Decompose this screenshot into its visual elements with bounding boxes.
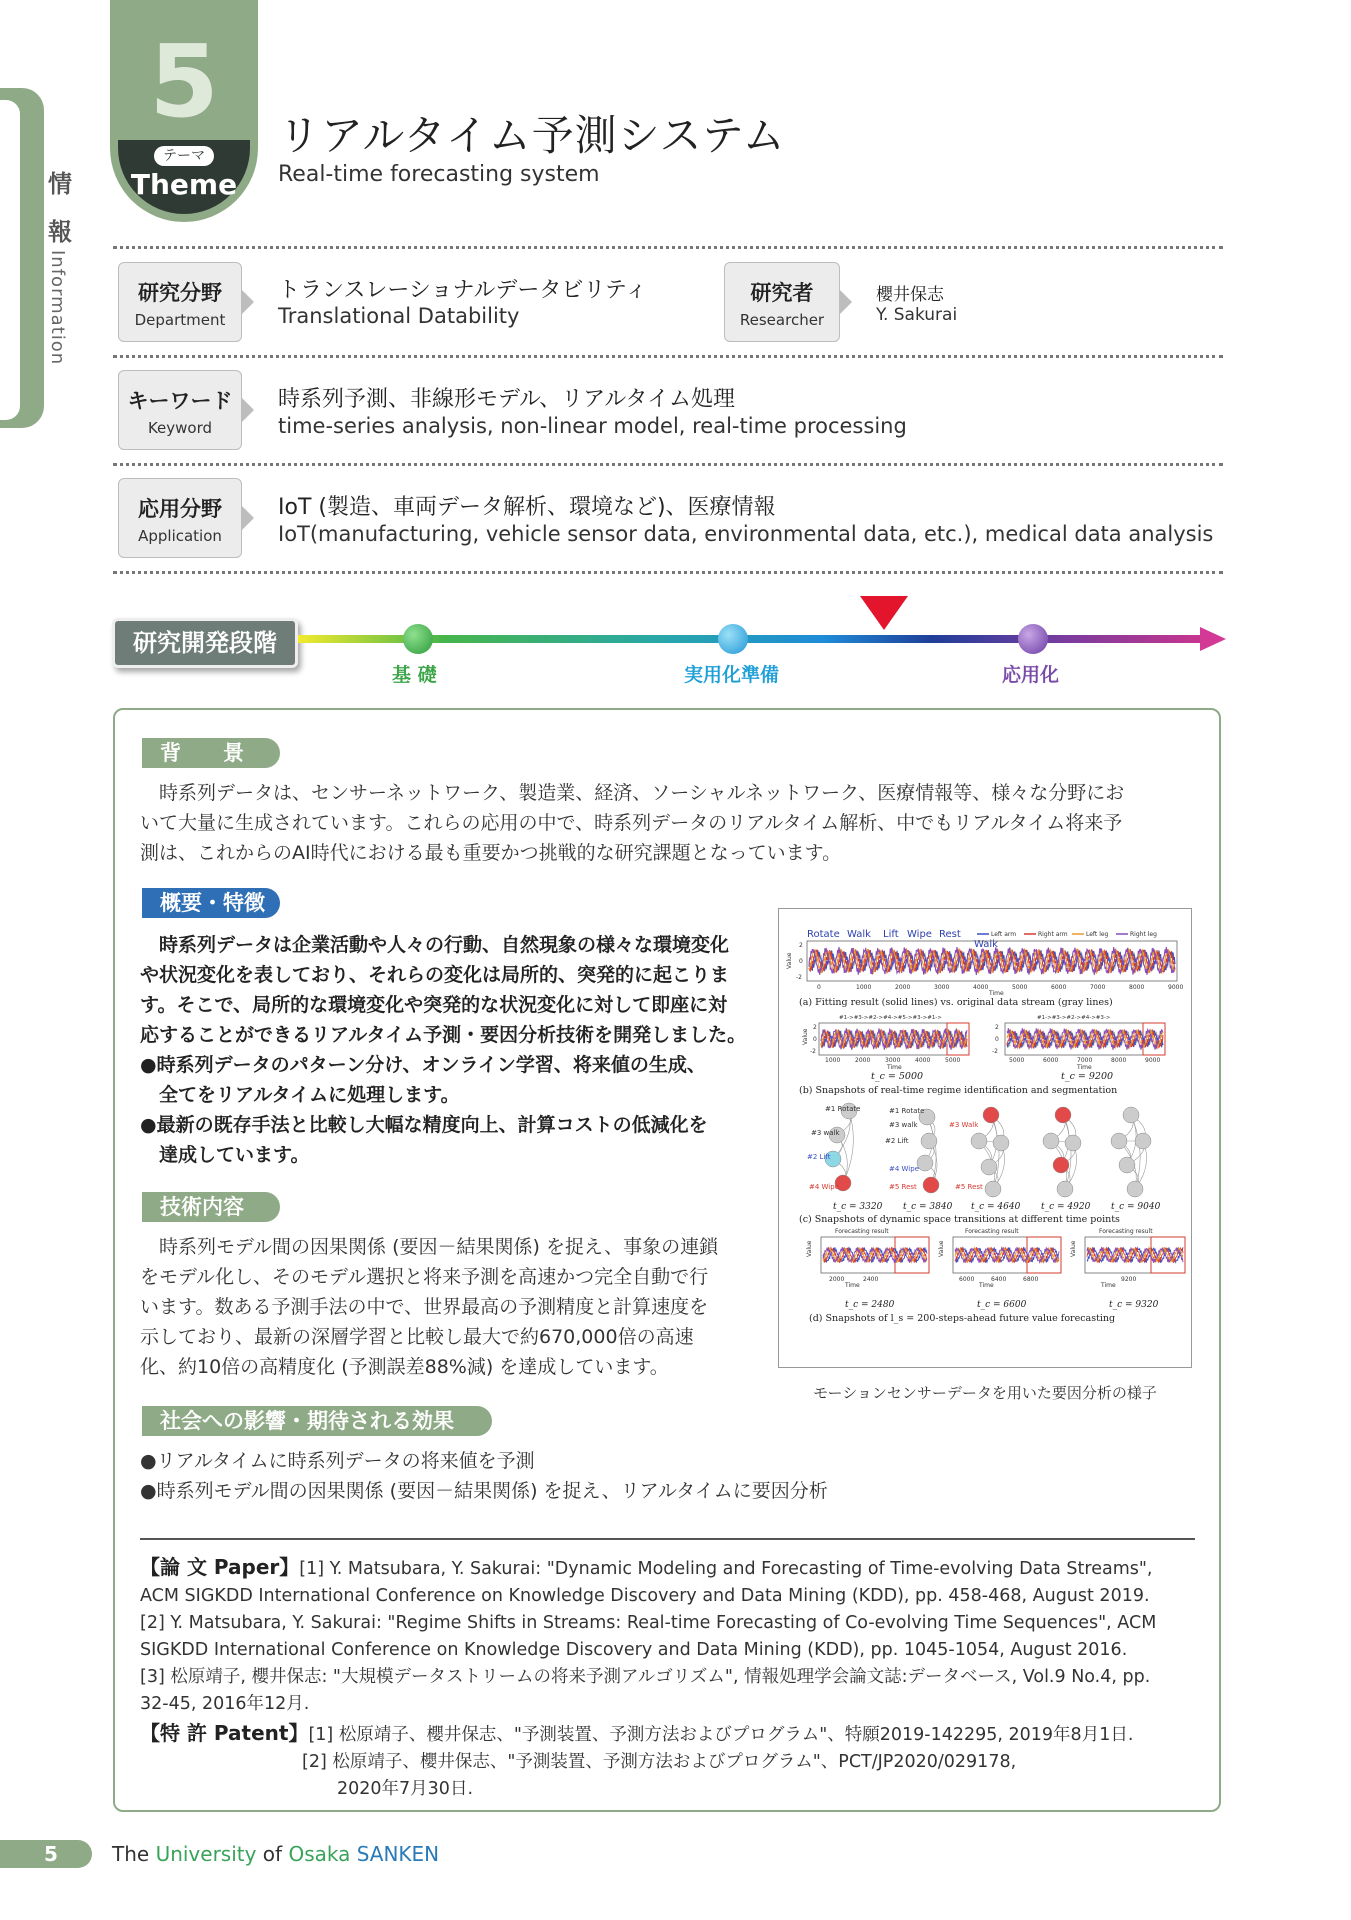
y-axis-label: Value	[802, 1028, 809, 1045]
department-label-jp: 研究分野	[138, 281, 222, 305]
theme-number: 5	[149, 23, 219, 140]
theme-badge	[110, 0, 258, 222]
regime-node	[1123, 1107, 1139, 1123]
label-arrow	[242, 506, 254, 530]
stage-arrowhead	[1200, 627, 1226, 651]
x-axis-label: Time	[989, 990, 1004, 997]
node-label: #3 walk	[811, 1129, 840, 1137]
x-tick: 8000	[1129, 984, 1145, 991]
overview-line: 応することができるリアルタイム予測・要因分析技術を開発しました。	[140, 1024, 747, 1046]
x-tick: 2000	[895, 984, 911, 991]
panel-d-time: t_c = 2480	[845, 1300, 895, 1310]
keyword-label-en: Keyword	[147, 419, 213, 437]
panel-c-time: t_c = 4640	[971, 1202, 1021, 1212]
x-tick: 2000	[855, 1057, 871, 1064]
researcher-label-en: Researcher	[739, 311, 825, 329]
footer-word: SANKEN	[350, 1842, 440, 1866]
stage-text-applied: 応用化	[1002, 664, 1060, 686]
overview-line: 時系列データは企業活動や人々の行動、自然現象の様々な環境変化	[140, 934, 730, 956]
legend-item: Left leg	[1086, 931, 1109, 938]
y-tick: 0	[799, 958, 803, 965]
x-tick: 4000	[915, 1057, 931, 1064]
figure-panel	[778, 908, 1192, 1368]
theme-label-en: Theme	[130, 168, 238, 201]
x-tick: 9000	[1145, 1057, 1161, 1064]
stage-label-text: 研究開発段階	[133, 629, 277, 657]
regime-node	[983, 1107, 999, 1123]
regime-node	[1055, 1107, 1071, 1123]
y-tick: -2	[796, 974, 802, 981]
page-title-jp: リアルタイム予測システム	[278, 111, 786, 160]
paper-line: [3] 松原靖子, 櫻井保志: "大規模データストリームの将来予測アルゴリズム", 情報処理学会論文誌:データベース, Vol.9 No.4, pp.	[140, 1667, 1151, 1687]
node-label: #5 Rest	[955, 1183, 983, 1191]
node-label: #4 Wipe	[889, 1165, 920, 1173]
regime-node	[1057, 1181, 1073, 1197]
panel-a-series	[809, 947, 1175, 975]
panel-d-time: t_c = 6600	[977, 1300, 1027, 1310]
overview-line: ●時系列データのパターン分け、オンライン学習、将来値の生成、	[140, 1054, 706, 1076]
department-label-en: Department	[134, 311, 226, 329]
x-axis-label: Time	[845, 1282, 860, 1289]
panel-d	[806, 1228, 1185, 1324]
researcher-label-jp: 研究者	[750, 281, 814, 305]
legend-item: Left arm	[991, 931, 1017, 938]
page-number: 5	[44, 1842, 58, 1866]
y-tick: 2	[799, 942, 803, 949]
panel-c-time: t_c = 9040	[1111, 1202, 1161, 1212]
divider	[113, 463, 1223, 466]
x-tick: 6800	[1023, 1276, 1039, 1283]
paper-line	[140, 1554, 1210, 1583]
x-axis-label: Time	[979, 1282, 994, 1289]
x-tick: 1000	[856, 984, 872, 991]
regime-node	[1065, 1135, 1081, 1151]
application-value-en: IoT(manufacturing, vehicle sensor data, environmental data, etc.), medical data analysis	[278, 522, 1214, 546]
node-label: #2 Lift	[807, 1153, 831, 1161]
divider	[113, 571, 1223, 574]
x-tick: 1000	[825, 1057, 841, 1064]
background-text	[140, 778, 1200, 868]
regime-node	[971, 1133, 987, 1149]
label-arrow	[242, 290, 254, 314]
panel-b-x-ticks	[825, 1057, 1160, 1064]
panel-a	[786, 929, 1183, 1008]
x-tick: 6400	[991, 1276, 1007, 1283]
patent-line: 2020年7月30日.	[302, 1779, 474, 1799]
footer-page-pill	[0, 1840, 92, 1868]
paper-line: [2] Y. Matsubara, Y. Sakurai: "Regime Shifts in Streams: Real-time Forecasting of Co-evolving Time Sequences", ACM	[140, 1613, 1157, 1633]
patent-heading: 【特 許 Patent】	[140, 1721, 309, 1745]
background-heading: 背 景	[142, 738, 280, 768]
impact-line: ●時系列モデル間の因果関係 (要因－結果関係) を捉え、リアルタイムに要因分析	[140, 1480, 828, 1502]
stage-label	[112, 618, 298, 668]
background-line: いて大量に生成されています。これらの応用の中で、時系列データのリアルタイム解析、中でもリアルタイム将来予	[140, 812, 1123, 834]
footer-word: Osaka	[288, 1842, 351, 1866]
x-tick: 5000	[1012, 984, 1028, 991]
paper-references	[140, 1554, 1210, 1718]
stage-dot-basic	[403, 624, 433, 654]
figure-caption: モーションセンサーデータを用いた要因分析の様子	[813, 1384, 1157, 1402]
panel-c-graphs	[825, 1103, 1151, 1197]
sequence-right: #1->#3->#2->#4->#3->	[1037, 1015, 1111, 1021]
x-tick: 6000	[959, 1276, 975, 1283]
department-value-jp: トランスレーショナルデータビリティ	[278, 278, 648, 303]
node-label: #4 Wipe	[809, 1183, 840, 1191]
y-tick: 0	[813, 1036, 817, 1043]
application-value-jp: IoT (製造、車両データ解析、環境など)、医療情報	[278, 495, 776, 520]
panel-d-series	[823, 1247, 1183, 1263]
side-tab-kanji-1: 情	[48, 170, 72, 198]
y-axis-label: Value	[786, 952, 793, 969]
panel-a-caption: (a) Fitting result (solid lines) vs. original data stream (gray lines)	[799, 997, 1113, 1008]
stage-current-marker	[860, 596, 908, 630]
x-tick: 6000	[1043, 1057, 1059, 1064]
transition-edge	[1131, 1115, 1140, 1189]
page-title-en: Real-time forecasting system	[278, 162, 600, 187]
panel-b-time-left: t_c = 5000	[871, 1071, 924, 1082]
impact-heading: 社会への影響・期待される効果	[142, 1406, 492, 1436]
technology-line: 示しており、最新の深層学習と比較し最大で約670,000倍の高速	[140, 1326, 694, 1348]
sequence-left: #1->#3->#2->#4->#5->#3->#1->	[839, 1015, 942, 1021]
panel-c-time: t_c = 3320	[833, 1202, 883, 1212]
researcher-name-jp: 櫻井保志	[876, 285, 944, 305]
y-axis-label: Value	[1070, 1240, 1077, 1257]
x-tick: 9000	[1168, 984, 1184, 991]
node-label: #1 Rotate	[889, 1107, 925, 1115]
panel-d-caption: (d) Snapshots of l_s = 200-steps-ahead future value forecasting	[809, 1313, 1116, 1324]
patent-references	[140, 1720, 1210, 1803]
label-arrow	[840, 290, 852, 314]
stage-text-basic: 基 礎	[392, 664, 437, 686]
regime-node	[1053, 1157, 1069, 1173]
overview-line: す。そこで、局所的な環境変化や突発的な状況変化に対して即座に対	[140, 994, 728, 1016]
technology-heading: 技術内容	[142, 1192, 280, 1222]
keyword-value-jp: 時系列予測、非線形モデル、リアルタイム処理	[278, 387, 735, 412]
theme-label-area	[118, 140, 250, 214]
x-tick: 6000	[1051, 984, 1067, 991]
x-tick: 3000	[885, 1057, 901, 1064]
x-axis-label: Time	[1101, 1282, 1116, 1289]
regime-label: Rest	[939, 929, 961, 940]
researcher-label	[724, 262, 840, 342]
paper-line: ACM SIGKDD International Conference on Knowledge Discovery and Data Mining (KDD), pp. 458-468, August 2019.	[140, 1586, 1150, 1606]
references-divider	[140, 1538, 1195, 1540]
x-tick: 0	[817, 984, 821, 991]
keyword-value-en: time-series analysis, non-linear model, real-time processing	[278, 414, 907, 438]
x-tick: 2400	[863, 1276, 879, 1283]
stage-dot-applied	[1018, 624, 1048, 654]
x-tick: 3000	[934, 984, 950, 991]
panel-b-caption: (b) Snapshots of real-time regime identification and segmentation	[799, 1085, 1118, 1096]
x-tick: 8000	[1111, 1057, 1127, 1064]
panel-c-time: t_c = 4920	[1041, 1202, 1091, 1212]
regime-node	[1119, 1157, 1135, 1173]
side-tab-inner	[0, 100, 20, 420]
x-tick: 2000	[829, 1276, 845, 1283]
technology-line: 時系列モデル間の因果関係 (要因－結果関係) を捉え、事象の連鎖	[140, 1236, 719, 1258]
technology-line: をモデル化し、そのモデル選択と将来予測を高速かつ完全自動で行	[140, 1266, 709, 1288]
stage-text-practical: 実用化準備	[684, 664, 780, 686]
impact-text	[140, 1446, 1040, 1506]
background-line: 測は、これからのAI時代における最も重要かつ挑戦的な研究課題となっています。	[140, 842, 842, 864]
node-label: #3 walk	[889, 1121, 918, 1129]
transition-edge	[843, 1111, 853, 1183]
regime-label: Rotate	[807, 929, 840, 940]
application-label	[118, 478, 242, 558]
forecast-title: Forecasting result	[1099, 1228, 1153, 1235]
theme-label-jp: テーマ	[154, 146, 214, 166]
paper-line: 32-45, 2016年12月.	[140, 1694, 310, 1714]
panel-c-caption: (c) Snapshots of dynamic space transitions at different time points	[799, 1214, 1120, 1225]
department-label	[118, 262, 242, 342]
regime-node	[917, 1155, 933, 1171]
regime-node	[1135, 1133, 1151, 1149]
footer-word: University	[155, 1842, 257, 1866]
overview-line: や状況変化を表しており、それらの変化は局所的、突発的に起こりま	[140, 964, 730, 986]
keyword-label	[118, 370, 242, 450]
regime-label: Wipe	[907, 929, 932, 940]
stage-progress-bar	[298, 635, 1204, 643]
forecast-title: Forecasting result	[965, 1228, 1019, 1235]
patent-ref-1: [1] 松原靖子、櫻井保志、"予測装置、予測方法およびプログラム"、特願2019-142295, 2019年8月1日.	[308, 1725, 1134, 1745]
paper-ref-1: [1] Y. Matsubara, Y. Sakurai: "Dynamic Modeling and Forecasting of Time-evolving Data Streams",	[299, 1559, 1153, 1579]
x-axis-label: Time	[887, 1064, 902, 1071]
x-tick: 7000	[1077, 1057, 1093, 1064]
overview-heading: 概要・特徴	[142, 888, 280, 918]
panel-d-time: t_c = 9320	[1109, 1300, 1159, 1310]
y-tick: -2	[810, 1048, 816, 1055]
y-axis-label: Value	[806, 1240, 813, 1257]
regime-node	[985, 1181, 1001, 1197]
technology-line: 化、約10倍の高精度化 (予測誤差88%減) を達成しています。	[140, 1356, 669, 1378]
researcher-name-en: Y. Sakurai	[876, 305, 958, 325]
node-label: #3 Walk	[949, 1121, 979, 1129]
regime-node	[1127, 1181, 1143, 1197]
regime-node	[921, 1133, 937, 1149]
regime-label: Walk	[847, 929, 871, 940]
keyword-label-jp: キーワード	[127, 389, 233, 413]
x-tick: 9200	[1121, 1276, 1137, 1283]
paper-heading: 【論 文 Paper】	[140, 1555, 300, 1579]
x-tick: 7000	[1090, 984, 1106, 991]
y-tick: -2	[992, 1048, 998, 1055]
patent-line	[140, 1720, 1210, 1749]
legend-item: Right leg	[1130, 931, 1157, 938]
y-axis-label: Value	[938, 1240, 945, 1257]
y-tick: 0	[995, 1036, 999, 1043]
x-axis-label: Time	[1077, 1064, 1092, 1071]
panel-b-series	[821, 1028, 1163, 1050]
node-label: #5 Rest	[889, 1183, 917, 1191]
y-tick: 2	[813, 1024, 817, 1031]
label-arrow	[242, 398, 254, 422]
side-tab-kanji-2: 報	[48, 218, 72, 246]
overview-line: 全てをリアルタイムに処理します。	[140, 1084, 460, 1106]
divider	[113, 246, 1223, 249]
overview-line: 達成しています。	[140, 1144, 310, 1166]
technology-line: います。数ある予測手法の中で、世界最高の予測精度と計算速度を	[140, 1296, 709, 1318]
regime-node	[981, 1159, 997, 1175]
forecast-title: Forecasting result	[835, 1228, 889, 1235]
node-label: #2 Lift	[885, 1137, 909, 1145]
footer-institution	[112, 1842, 439, 1866]
background-line: 時系列データは、センサーネットワーク、製造業、経済、ソーシャルネットワーク、医療情報等、様々な分野にお	[140, 782, 1125, 804]
regime-label-inner: Walk	[974, 939, 998, 950]
regime-node	[923, 1177, 939, 1193]
technology-text	[140, 1232, 765, 1382]
node-label: #1 Rotate	[825, 1105, 861, 1113]
x-tick: 4000	[973, 984, 989, 991]
panel-c	[799, 1103, 1161, 1225]
divider	[113, 355, 1223, 358]
panel-b-time-right: t_c = 9200	[1061, 1071, 1114, 1082]
panel-c-time: t_c = 3840	[903, 1202, 953, 1212]
patent-line: [2] 松原靖子、櫻井保志、"予測装置、予測方法およびプログラム"、PCT/JP2020/029178,	[302, 1752, 1017, 1772]
side-tab-english: Information	[47, 250, 68, 366]
department-value-en: Translational Datability	[278, 304, 520, 328]
application-label-jp: 応用分野	[138, 497, 222, 521]
regime-label: Lift	[883, 929, 899, 940]
footer-word: The	[112, 1842, 156, 1866]
x-tick: 5000	[945, 1057, 961, 1064]
regime-node	[1043, 1133, 1059, 1149]
paper-line: SIGKDD International Conference on Knowledge Discovery and Data Mining (KDD), pp. 1045-1054, August 2016.	[140, 1640, 1128, 1660]
application-label-en: Application	[138, 527, 222, 545]
y-tick: 2	[995, 1024, 999, 1031]
overview-line: ●最新の既存手法と比較し大幅な精度向上、計算コストの低減化を	[140, 1114, 708, 1136]
legend-item: Right arm	[1038, 931, 1068, 938]
figure-svg	[779, 909, 1191, 1367]
overview-text	[140, 930, 765, 1170]
x-tick: 5000	[1009, 1057, 1025, 1064]
regime-node	[993, 1135, 1009, 1151]
regime-node	[1111, 1133, 1127, 1149]
footer-word: of	[256, 1842, 289, 1866]
stage-dot-practical	[718, 624, 748, 654]
impact-line: ●リアルタイムに時系列データの将来値を予測	[140, 1450, 535, 1472]
panel-b	[799, 1015, 1165, 1096]
